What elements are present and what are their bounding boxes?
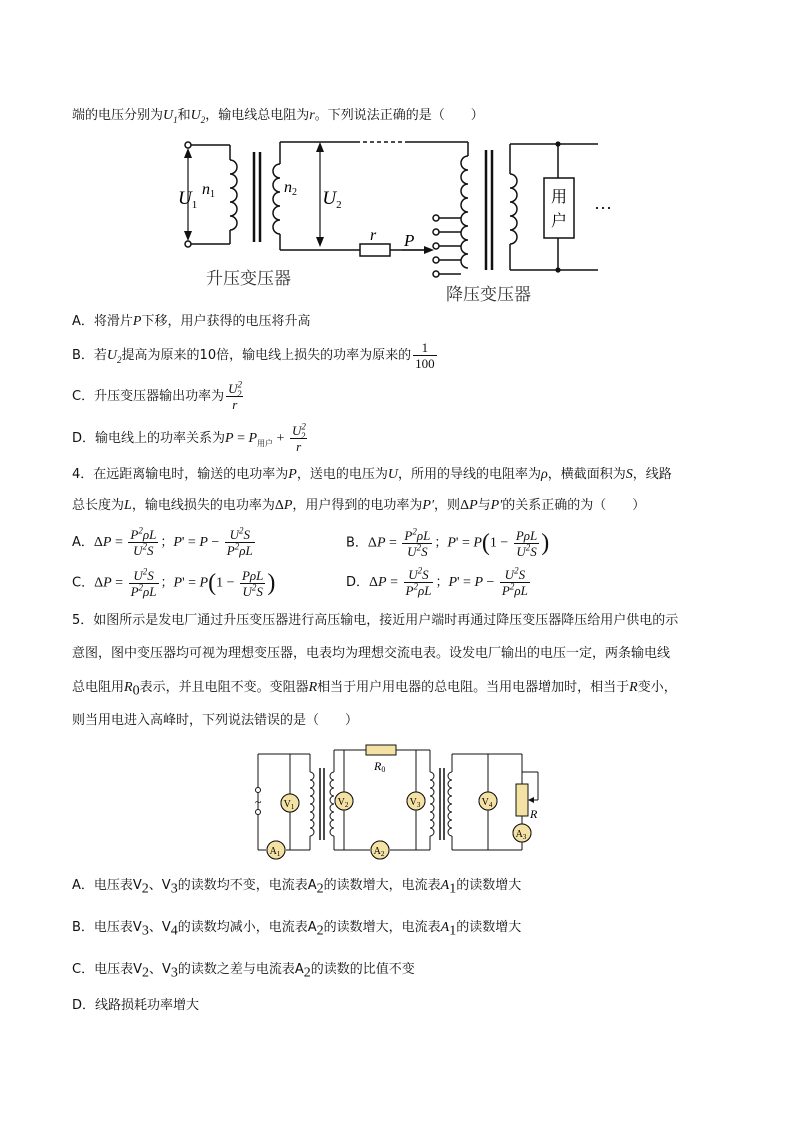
sep: ； (435, 575, 449, 590)
q3-stem-part: 端的电压分别为 (72, 108, 164, 123)
q5-text: 的读数增大 (456, 920, 522, 935)
q5-text: 、V (148, 962, 171, 977)
q3-stem-part: 和 (177, 108, 191, 123)
q5-text: 的读数增大，电流表 (323, 878, 441, 893)
q4-text: ，线路 (632, 467, 672, 482)
sep: ； (160, 575, 174, 591)
q4-text: 4．在远距离输电时，输送的电功率为 (72, 467, 289, 482)
q4-text: 总长度为 (72, 498, 125, 513)
q5-option-b[interactable]: B．电压表$V_3$、$V_4$的读数均减小，电流表$A_2$的读数增大，电流表$A_1$的读数增大 (72, 920, 522, 939)
label-n1: n (202, 181, 210, 198)
var-u1: $U_1$ (163, 108, 178, 125)
label-r0: R0 (374, 759, 386, 774)
meter-v1: $V_1$ (283, 799, 295, 811)
q4-stem-line2: 总长度为L，输电线损失的电功率为ΔP，用户得到的电功率为P′，则ΔP与P′的关系正确的为（ ） (72, 498, 646, 513)
var-u2: $U_2$ (190, 108, 206, 125)
q4-text: ，送电的电压为 (296, 467, 388, 482)
q5-text: 、V (148, 878, 171, 893)
label-p: P (404, 231, 415, 250)
q3-option-a[interactable] (72, 312, 310, 332)
q5-stem-line3: 总电阻用$R_0$表示，并且电阻不变。变阻器R相当于用户用电器的总电阻。当用电器增加时，相当于R变小， (72, 680, 677, 699)
label-user-2: 户 (550, 211, 568, 230)
label-step-down: 降压变压器 (446, 285, 531, 305)
q3-stem-part: 。下列说法正确的是（ ） (314, 108, 484, 123)
meter-a2: $A_2$ (373, 846, 385, 858)
q4-text: ，用户得到的电功率为 (292, 498, 423, 513)
q3-b-text: B．若 (72, 348, 107, 363)
q3-a-text: 下移，用户获得的电压将升高 (141, 314, 311, 329)
fraction: $\frac{U^2_2}{r}$ (291, 421, 306, 454)
q3-stem-part: ，输电线总电阻为 (205, 108, 310, 123)
meter-v2: $V_2$ (337, 797, 349, 809)
option-label: C． (72, 575, 95, 591)
q5-text: 的读数均减小，电流表A (177, 920, 317, 935)
q5-text: 的读数均不变，电流表A (177, 878, 317, 893)
q5-stem-line4: 则当用电进入高峰时，下列说法错误的是（ ） (72, 713, 359, 728)
var-r: r (309, 108, 315, 123)
q5-text: B．电压表V (72, 920, 142, 935)
q5-text: 的读数之差与电流表A (177, 962, 304, 977)
label-u1: U (178, 188, 192, 209)
q4-option-a[interactable]: A．ΔP = $\frac{P^2\rho L}{U^2S}$ ；P' = P − $\frac{U^2S}{P^2\rho L}$ (72, 525, 253, 558)
q4-text: ，则 (434, 498, 461, 513)
svg-text:n2: n2 (284, 179, 297, 198)
q3-option-c[interactable] (72, 380, 245, 414)
meter-v3: $V_3$ (409, 797, 421, 809)
formula: $P = P_{用户}$ + (225, 431, 288, 448)
label-u2: U (322, 188, 337, 209)
q5-option-d[interactable]: D．线路损耗功率增大 (72, 998, 200, 1013)
option-label: A． (72, 535, 94, 550)
label-dots: ··· (594, 198, 612, 218)
q3-transmission-diagram (170, 134, 630, 306)
meter-a3: $A_3$ (515, 829, 527, 841)
q5-text: 的读数增大，电流表 (323, 920, 441, 935)
q4-option-c[interactable]: C．ΔP = $\frac{U^2S}{P^2\rho L}$ ；P' = P(1 − $\frac{\text{PρL}}{U^2S}$ ) (72, 566, 276, 599)
q5-text: 表示，并且电阻不变。变阻器 (139, 680, 309, 695)
q5-option-c[interactable]: C．电压表$V_2$、$V_3$的读数之差与电流表$A_2$的读数的比值不变 (72, 962, 415, 981)
q5-circuit-diagram (254, 742, 544, 864)
q5-text: 相当于用户用电器的总电阻。当用电器增加时，相当于 (317, 680, 630, 695)
q4-option-d[interactable]: D．ΔP = $\frac{U^2S}{P^2\rho L}$ ；P' = P − $\frac{U^2S}{P^2\rho L}$ (346, 565, 528, 598)
q5-text: 的读数增大 (456, 878, 522, 893)
svg-text:U1: $U_1$ (178, 188, 198, 211)
meter-v4: $V_4$ (481, 797, 493, 809)
label-n2: n (284, 179, 292, 196)
q3-a-text: A．将滑片 (72, 314, 133, 329)
q4-option-b[interactable]: B．ΔP = $\frac{P^2\rho L}{U^2S}$ ；P' = P(1 − $\frac{\text{PρL}}{U^2S}$ ) (346, 526, 550, 559)
q5-text: A．电压表V (72, 878, 142, 893)
label-step-up: 升压变压器 (206, 269, 291, 289)
q4-text: ，所用的导线的电阻率为 (397, 467, 541, 482)
q4-text: ，横截面积为 (547, 467, 626, 482)
ac-source: ~ (255, 795, 262, 809)
q3-d-text: D．输电线上的功率关系为 (72, 431, 226, 446)
q5-text: 的读数的比值不变 (310, 962, 415, 977)
q3-c-text: C．升压变压器输出功率为 (72, 389, 225, 404)
q3-stem (72, 106, 484, 126)
q4-text: ，输电线损失的电功率为 (131, 498, 275, 513)
q3-option-b[interactable] (72, 340, 439, 371)
q5-text: C．电压表V (72, 962, 142, 977)
label-user-1: 用 (550, 187, 568, 206)
fraction: $\frac{U^2_2}{r}$ (228, 379, 242, 412)
q5-text: 变小， (637, 680, 677, 695)
q4-text: 与 (477, 498, 491, 513)
fraction: $\frac{1}{100}$ (415, 340, 435, 371)
q5-stem-line1: 5．如图所示是发电厂通过升压变压器进行高压输电，接近用户端时再通过降压变压器降压给用户供电的示 (72, 613, 679, 628)
option-label: D． (346, 575, 370, 590)
sep: ； (434, 535, 448, 551)
q3-option-d[interactable] (72, 422, 309, 456)
option-label: B． (346, 535, 368, 551)
q4-text: 的关系正确的为（ ） (502, 498, 646, 513)
q5-text: 、V (148, 920, 171, 935)
label-r: r (370, 227, 377, 244)
label-r: R (530, 807, 538, 821)
q3-b-text: 提高为原来的10倍，输电线上损失的功率为原来的 (121, 348, 412, 363)
q5-stem-line2: 意图，图中变压器均可视为理想变压器，电表均为理想交流电表。设发电厂输出的电压一定，两条输电线 (72, 646, 671, 661)
svg-text:U2: $U_2$ (322, 188, 342, 211)
sep: ； (160, 535, 174, 550)
svg-text:n1: n1 (202, 181, 215, 200)
q5-option-a[interactable]: A．电压表$V_2$、$V_3$的读数均不变，电流表$A_2$的读数增大，电流表$A_1$的读数增大 (72, 878, 522, 897)
q5-text: 总电阻用 (72, 680, 125, 695)
var-p: P (132, 314, 142, 329)
var-u2: $U_2$ (106, 348, 122, 365)
q4-stem-line1: 4．在远距离输电时，输送的电功率为P，送电的电压为U，所用的导线的电阻率为ρ，横截面积为S，线路 (72, 467, 672, 482)
meter-a1: $A_1$ (269, 846, 281, 858)
